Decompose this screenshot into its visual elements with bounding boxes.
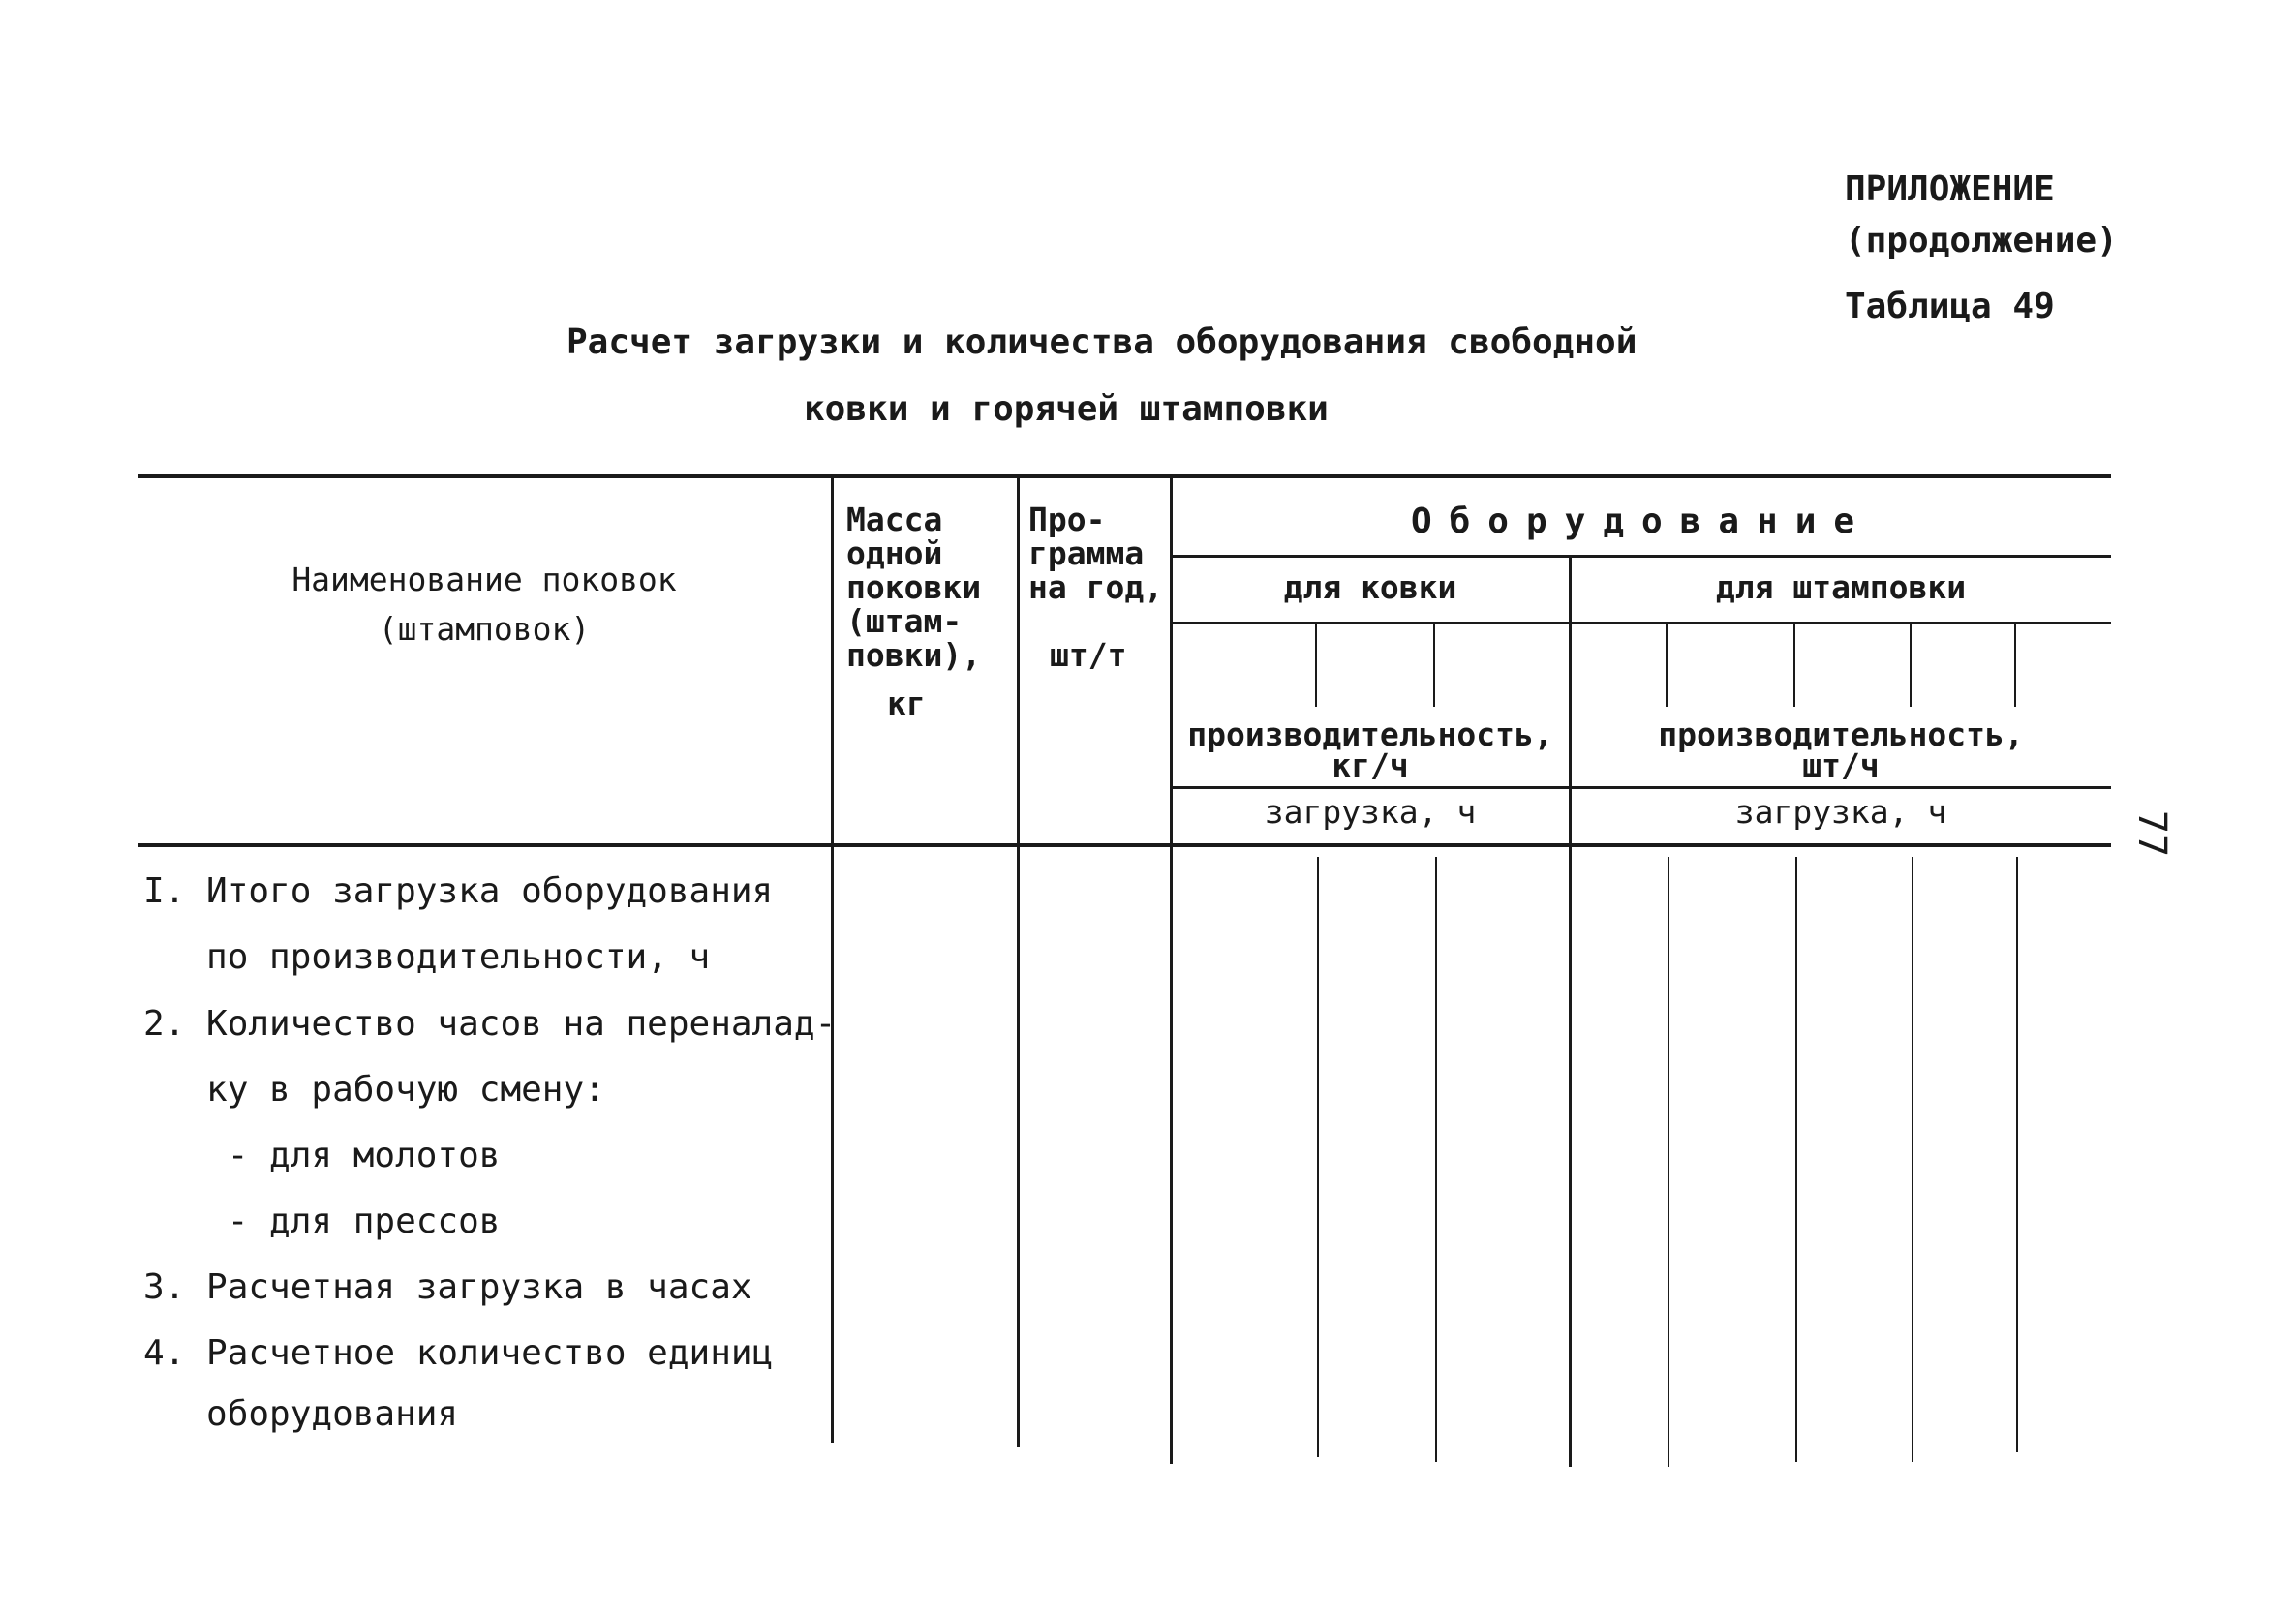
equipment-sub-rule [1170,622,2111,624]
col-header-mass-unit: кг [887,685,926,722]
col-divider-forging-stamping [1569,557,1572,1467]
table-number: Таблица 49 [1845,287,2055,326]
forging-subcol-1 [1317,857,1319,1457]
col-header-mass-line4: (штам- [846,602,963,640]
appendix-label: ПРИЛОЖЕНИЕ [1845,169,2055,209]
col-header-mass-line1: Масса [846,501,943,538]
equipment-title-rule [1170,555,2111,558]
forging-subcol-2-top [1433,624,1435,707]
col-header-name-line2: (штамповок) [378,610,591,648]
stamping-subcol-3-top [1910,624,1912,707]
col-header-mass-line5: повки), [846,636,982,674]
row-4-line2: оборудования [143,1394,459,1434]
col-header-mass-line3: поковки [846,568,982,606]
stamping-subcol-1 [1668,857,1669,1467]
col-header-program-line3: на год, [1028,568,1164,606]
stamping-subcol-2 [1795,857,1797,1462]
continuation-label: (продолжение) [1845,221,2118,260]
forging-load: загрузка, ч [1264,793,1477,831]
document-title-line2: ковки и горячей штамповки [804,389,1329,429]
row-4-line1: 4. Расчетное количество единиц [143,1333,774,1373]
col-header-program-unit: шт/т [1050,636,1127,674]
stamping-productivity: производительность, [1658,716,2024,753]
forging-productivity-unit: кг/ч [1332,746,1409,784]
stamping-subcol-4-top [2014,624,2016,707]
col-header-mass-line2: одной [846,534,943,572]
table-top-rule [138,474,2111,478]
col-header-program-line2: грамма [1028,534,1145,572]
row-2b: - для прессов [143,1202,501,1241]
stamping-productivity-unit: шт/ч [1802,746,1880,784]
col-header-name-line1: Наименование поковок [291,561,677,598]
stamping-load: загрузка, ч [1734,793,1947,831]
document-title-line1: Расчет загрузки и количества оборудования свободной [566,322,1638,362]
forging-subcol-1-top [1315,624,1317,707]
col-divider-name [831,474,834,1443]
row-2a: - для молотов [143,1136,501,1175]
col-divider-mass [1017,474,1020,1447]
stamping-subcol-4 [2016,857,2018,1452]
row-1-line2: по производительности, ч [143,937,711,977]
row-2-line2: ку в рабочую смену: [143,1070,605,1110]
row-3: 3. Расчетная загрузка в часах [143,1267,752,1307]
forging-header: для ковки [1283,568,1457,606]
col-header-program-line1: Про- [1028,501,1106,538]
stamping-subcol-3 [1912,857,1913,1462]
row-2-line1: 2. Количество часов на переналад- [143,1004,837,1044]
stamping-subcol-2-top [1793,624,1795,707]
table-header-bottom-rule [138,843,2111,847]
stamping-header: для штамповки [1715,568,1967,606]
forging-productivity: производительность, [1187,716,1553,753]
productivity-rule [1170,786,2111,789]
equipment-header: Оборудование [1410,502,1873,541]
stamping-subcol-1-top [1666,624,1668,707]
forging-subcol-2 [1435,857,1437,1462]
row-1-line1: I. Итого загрузка оборудования [143,871,774,911]
page-number: 77 [2129,809,2175,858]
